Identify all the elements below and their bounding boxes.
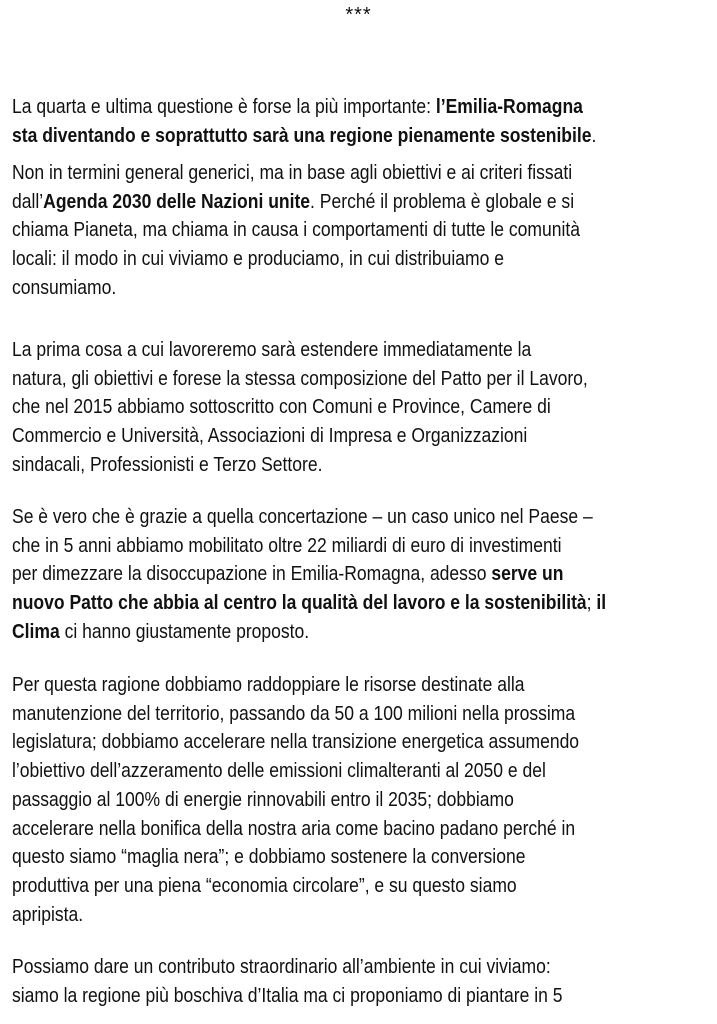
text-line — [12, 532, 561, 560]
text-line — [12, 503, 593, 531]
text-line — [12, 843, 525, 871]
text-run: che in 5 anni abbiamo mobilitato oltre 22 miliardi di euro di investimenti — [12, 533, 562, 557]
text-line — [12, 159, 572, 187]
bold-text: l’Emilia-Romagna — [435, 95, 583, 118]
bold-text: serve un — [491, 562, 564, 586]
text-run: apripista. — [12, 902, 84, 926]
bold-text: Agenda 2030 delle Nazioni unite — [43, 189, 311, 213]
text-line — [12, 728, 579, 756]
text-run: produttiva per una piena “economia circolare”, e su questo siamo — [12, 873, 517, 897]
text-run: . — [591, 123, 597, 147]
text-run: sindacali, Professionisti e Terzo Settore. — [12, 452, 323, 476]
text-line — [12, 93, 583, 121]
text-run: Non in termini general generici, ma in base agli obiettivi e ai criteri fissati — [12, 161, 573, 184]
text-run: Per questa ragione dobbiamo raddoppiare le risorse destinate alla — [12, 673, 525, 696]
text-run: locali: il modo in cui viviamo e produciamo, in cui distribuiamo e — [12, 247, 504, 271]
text-run: questo siamo “maglia nera”; e dobbiamo sostenere la conversione — [12, 845, 526, 869]
bold-text: sta diventando e soprattutto sarà una regione pienamente sostenibile — [12, 123, 592, 147]
text-run: siamo la regione più boschiva d’Italia ma ci proponiamo di piantare in 5 — [12, 983, 563, 1007]
text-line — [12, 700, 575, 728]
text-line — [12, 451, 322, 479]
text-line — [12, 618, 309, 646]
text-line — [12, 188, 574, 216]
text-line — [12, 982, 562, 1010]
bold-text: Clima — [12, 619, 60, 643]
text-run: passaggio al 100% di energie rinnovabili entro il 2035; dobbiamo — [12, 787, 514, 811]
text-line — [12, 786, 514, 814]
text-run: che nel 2015 abbiamo sottoscritto con Comuni e Province, Camere di — [12, 395, 551, 419]
text-line — [12, 216, 580, 244]
text-line — [12, 336, 531, 364]
text-line — [12, 953, 551, 981]
text-run: Possiamo dare un contributo straordinario all’ambiente in cui viviamo: — [12, 955, 551, 978]
text-line — [12, 671, 525, 699]
section-separator: *** — [345, 4, 372, 26]
text-run: . Perché il problema è globale e si — [310, 189, 575, 213]
text-line — [12, 560, 563, 588]
text-line — [12, 589, 606, 617]
text-line — [12, 815, 575, 843]
text-run: chiama Pianeta, ma chiama in causa i comportamenti di tutte le comunità — [12, 218, 580, 242]
text-run: consumiamo. — [12, 275, 117, 299]
text-line — [12, 757, 546, 785]
text-run: La quarta e ultima questione è forse la più importante: — [12, 95, 436, 118]
text-line — [12, 274, 116, 302]
text-line — [12, 393, 551, 421]
text-line — [12, 122, 596, 150]
bold-text: nuovo Patto che abbia al centro la qualità del lavoro e la sostenibilità — [12, 591, 587, 615]
text-run: l’obiettivo dell’azzeramento delle emissioni climalteranti al 2050 e del — [12, 759, 546, 783]
text-run: natura, gli obiettivi e forese la stessa composizione del Patto per il Lavoro, — [12, 366, 588, 390]
text-line — [12, 365, 588, 393]
text-line — [12, 872, 517, 900]
text-run: manutenzione del territorio, passando da 50 a 100 milioni nella prossima — [12, 701, 576, 725]
text-run: per dimezzare la disoccupazione in Emilia-Romagna, adesso — [12, 562, 492, 586]
text-run: La prima cosa a cui lavoreremo sarà estendere immediatamente la — [12, 338, 532, 361]
text-line — [12, 245, 504, 273]
text-line — [12, 901, 83, 929]
text-run: dall’ — [12, 189, 44, 213]
bold-text: il — [596, 591, 607, 615]
text-run: ; — [586, 591, 597, 615]
text-run: accelerare nella bonifica della nostra aria come bacino padano perché in — [12, 816, 576, 840]
text-run: legislatura; dobbiamo accelerare nella transizione energetica assumendo — [12, 730, 580, 754]
text-line — [12, 422, 527, 450]
text-run: Se è vero che è grazie a quella concertazione – un caso unico nel Paese – — [12, 505, 593, 528]
text-run: ci hanno giustamente proposto. — [59, 619, 310, 643]
text-run: Commercio e Università, Associazioni di Impresa e Organizzazioni — [12, 424, 528, 448]
